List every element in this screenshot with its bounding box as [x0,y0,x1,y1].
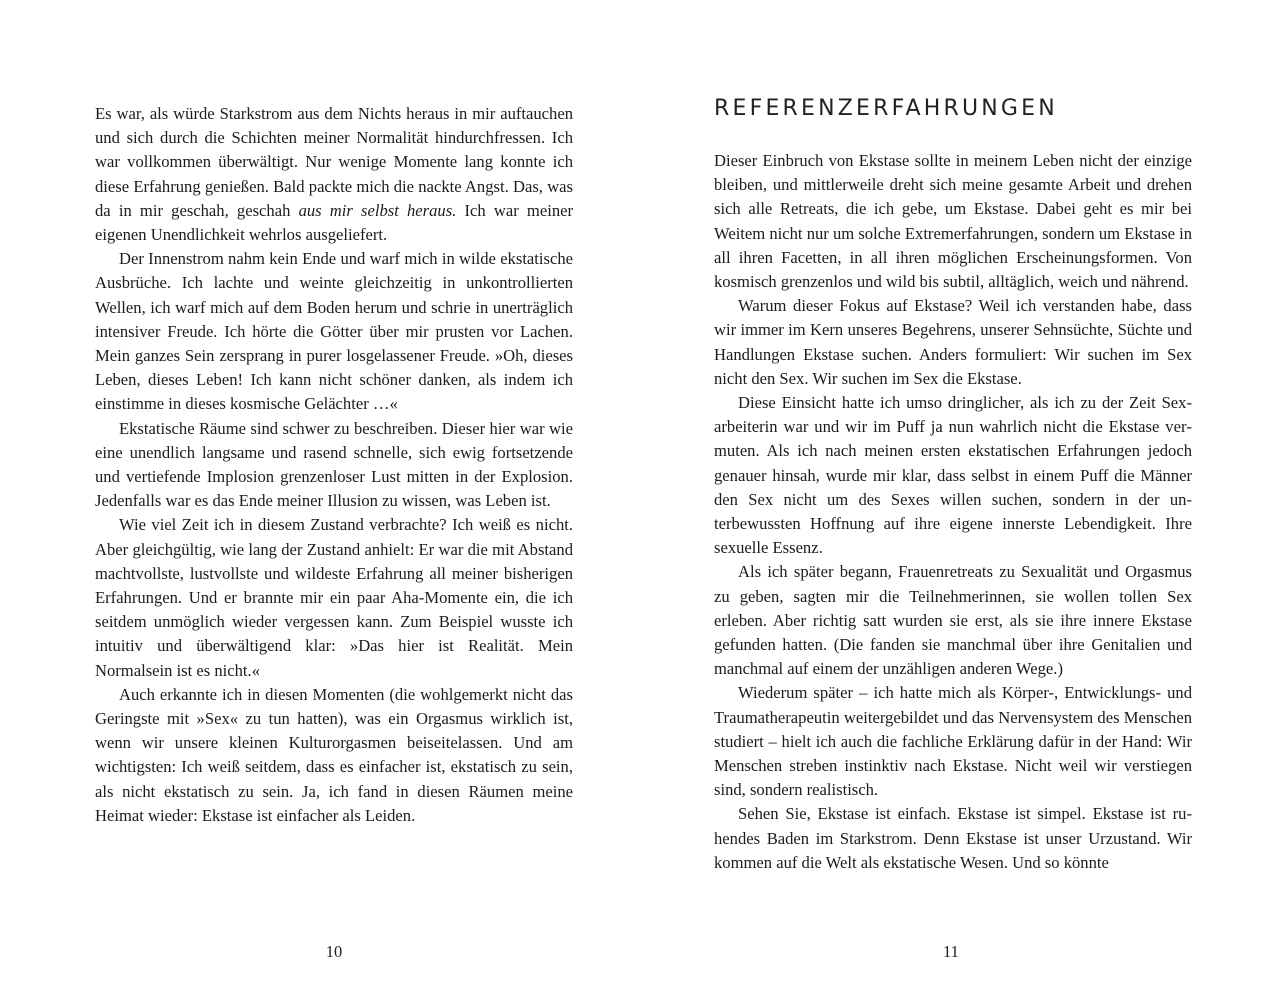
text-segment: Warum dieser Fokus auf Ekstase? Weil ich verstanden habe, dass wir immer im Kern unseres Begehrens, unserer Sehnsüchte, Süchte und Handlungen Ekstase suchen. Anders formuliert: Wir suchen im Sex nicht den Sex. Wir suchen im Sex die Ekstase. [714,296,1192,388]
paragraph [95,513,573,682]
left-page-body [95,102,573,828]
paragraph [714,681,1192,802]
text-segment: Als ich später begann, Frauenretreats zu Sexualität und Orgasmus zu geben, sagten mir die Teilnehmerinnen, sie wollen tollen Sex erleben. Aber richtig satt wurden sie erst, als sie ihre innere Ekstase gefunden hatten. (Die fanden sie manchmal über ihre Genitalien und manchmal auf einem der unzähligen anderen Wege.) [714,562,1192,679]
paragraph [714,560,1192,681]
text-segment: Sehen Sie, Ekstase ist einfach. Ekstase ist simpel. Ekstase ist ruhendes Baden im Starkstrom. Denn Ekstase ist unser Urzustand. Wir kommen auf die Welt als ekstatische Wesen. Und so könnte [714,804,1192,872]
chapter-heading: REFERENZERFAHRUNGEN [714,96,1058,121]
paragraph [95,247,573,416]
text-segment: Ekstatische Räume sind schwer zu beschreiben. Dieser hier war wie eine unendlich langsame und rasend schnelle, sich ewig fortsetzende und vertiefende Implosion grenzenloser Lust mitten in der Explosion. Jedenfalls war es das Ende meiner Illusion zu wissen, was Leben ist. [95,418,573,511]
paragraph [714,802,1192,875]
text-segment: Dieser Einbruch von Ekstase sollte in meinem Leben nicht der einzige bleiben, und mittlerweile dreht sich meine gesamte Arbeit und drehen sich alle Retreats, die ich gebe, um Ekstase. Dabei geht es mir bei Weitem nicht nur um solche Extremerfahrungen, sondern um Ekstase in all ihren Facetten, in all ihren möglichen Erscheinungsformen. Von kosmisch grenzenlos und wild bis subtil, alltäglich, weich und nährend. [714,151,1192,292]
text-segment: Wie viel Zeit ich in diesem Zustand verbrachte? Ich weiß es nicht. Aber gleichgültig, wie lang der Zustand anhielt: Er war die mit Abstand machtvollste, lustvollste und wildeste Erfahrung all meiner bisherigen Erfahrungen. Und er brannte mir ein paar Aha-Momente ein, die ich seitdem unmöglich wieder vergessen kann. Zum Beispiel wusste ich intuitiv und überwältigend klar: »Das hier ist Realität. Mein Normalsein ist es nicht.« [95,515,573,680]
page-number: 10 [325,942,343,961]
paragraph [714,294,1192,391]
text-segment: Es war, als würde Starkstrom aus dem Nichts heraus in mir auftauchen und sich durch die Schichten meiner Normalität hindurchfressen. Ich war vollkommen überwältigt. Nur wenige Momente lang konnte ich diese Erfahrung genießen. Bald packte mich die nackte Angst. Das, was da in mir geschah, geschah [95,104,573,220]
text-segment: Auch erkannte ich in diesen Momenten (die wohlgemerkt nicht das Geringste mit »Sex« zu tun hatten), was ein Orgasmus wirklich ist, wenn wir unsere kleinen Kulturorgasmen beiseitelassen. Und am wichtigsten: Ich weiß seitdem, dass es einfacher ist, ekstatisch zu sein, als nicht ekstatisch zu sein. Ja, ich fand in diesen Räumen meine Heimat wieder: Ekstase ist einfacher als Leiden. [95,684,573,825]
left-page [0,0,642,1000]
right-page [643,0,1285,1000]
text-segment: Der Innenstrom nahm kein Ende und warf mich in wilde ekstatische Ausbrüche. Ich lachte und weinte gleichzeitig in unkontrollierten Wellen, ich warf mich auf dem Boden herum und schrie in unerträglich intensiver Freude. Ich hörte die Götter über mir prusten vor Lachen. Mein ganzes Sein zersprang in purer losgelassener Freude. »Oh, dieses Leben, dieses Leben! Ich kann nicht schöner danken, als indem ich einstimme in dieses kosmische Gelächter …« [95,249,573,414]
right-page-body [714,149,1192,875]
paragraph [714,149,1192,294]
page-number: 11 [943,942,959,961]
paragraph [95,683,573,828]
text-segment: Diese Einsicht hatte ich umso dringlicher, als ich zu der Zeit Sexarbeiterin war und wir im Puff ja nun wahrlich nicht die Ekstase vermuten. Als ich nach meinen ersten ekstatischen Erfahrungen jedoch genauer hinsah, wurde mir klar, dass selbst in einem Puff die Männer den Sex nicht um des Sexes willen suchen, sondern in der unterbewussten Hoffnung auf ihre eigene innerste Lebendigkeit. Ihre sexuelle Essenz. [714,393,1192,558]
paragraph [95,417,573,514]
text-segment: Ich war meiner eigenen Unendlichkeit wehrlos ausgeliefert. [95,200,574,245]
paragraph [95,102,573,247]
paragraph [714,391,1192,560]
text-segment: Wiederum später – ich hatte mich als Körper-, Entwicklungs- und Traumatherapeutin weitergebildet und das Nervensystem des Menschen studiert – hielt ich auch die fachliche Erklärung dafür in der Hand: Wir Menschen streben instinktiv nach Ekstase. Nicht weil wir verstiegen sind, sondern realistisch. [714,683,1192,800]
italic-text-segment: aus mir selbst heraus. [298,200,457,220]
